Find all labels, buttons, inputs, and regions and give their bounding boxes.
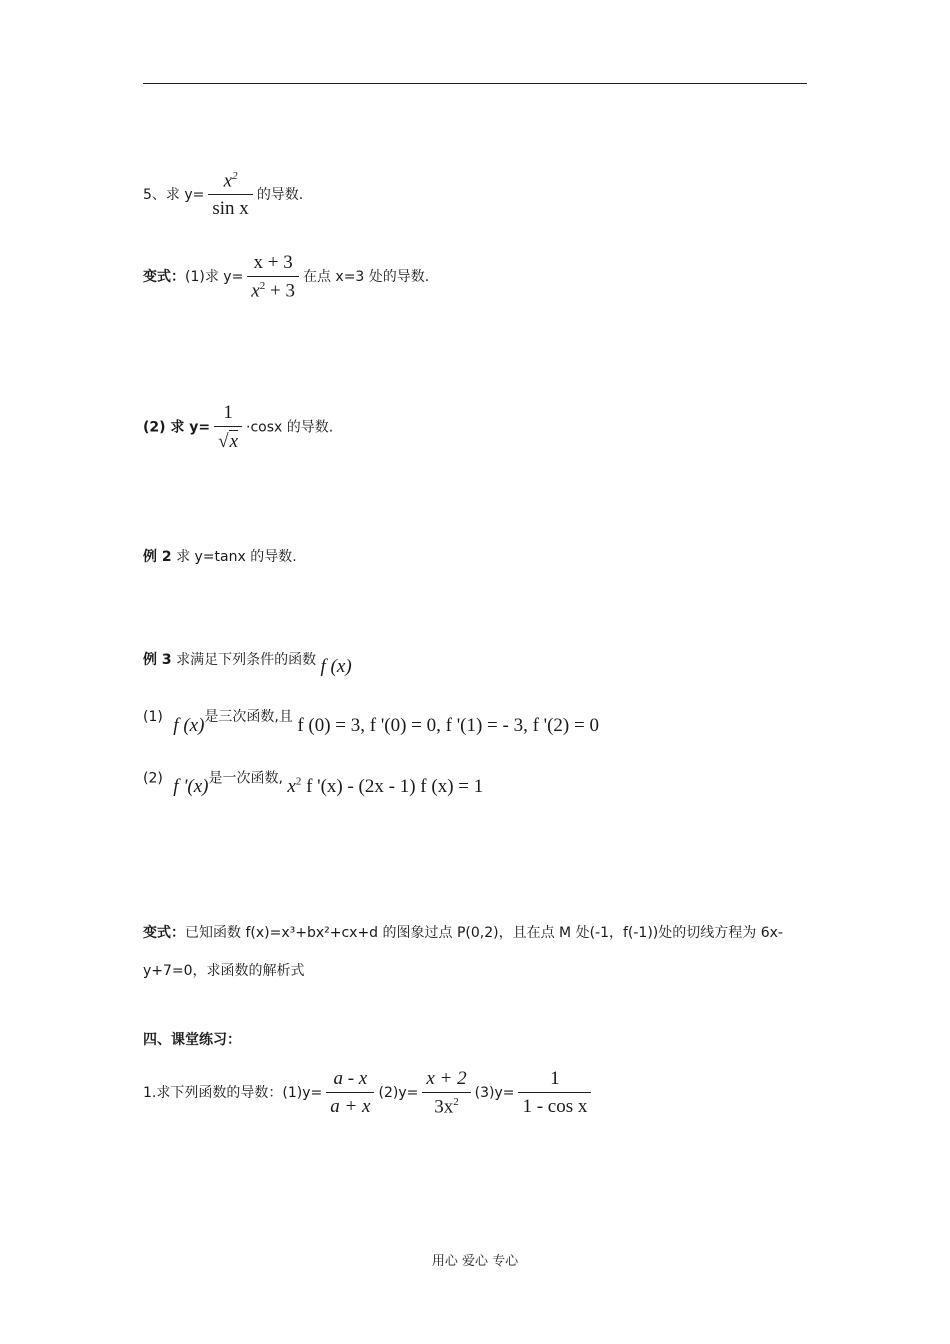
variant-1-item2 (143, 402, 333, 453)
condition-2-equation: $x^2$ f '(x) - (2x - 1) f (x) = 1 (287, 776, 484, 798)
variant-label: 变式： (143, 269, 185, 286)
variant-2-label: 变式： (143, 925, 185, 941)
q5-prefix: 5、求 y= (143, 187, 205, 204)
variant-2-line1: 已知函数 f(x)=x³+bx²+cx+d 的图象过点 P(0,2)，且在点 M 处(-1，f(-1))处的切线方程为 6x- (185, 925, 783, 941)
variant-1 (143, 252, 429, 302)
practice-label-3: (3)y= (474, 1085, 515, 1102)
example-3-text: 求满足下列条件的函数 (176, 652, 317, 668)
condition-2-number: (2) (143, 770, 163, 787)
practice-fraction-3: $\frac{1}{\text{1 - cos x}}$ (518, 1068, 591, 1118)
section-4-heading: 四、课堂练习： (143, 1032, 241, 1048)
variant-1-item2-suffix: ·cosx 的导数. (246, 419, 334, 436)
example-3 (143, 648, 352, 677)
variant-1-item2-fraction: $\frac{1}{√x}$ (214, 402, 242, 453)
practice-fraction-2: $\frac{x + 2}{3x^2}$ (422, 1068, 470, 1118)
example-3-condition-2 (143, 766, 484, 798)
condition-1-fx: f (x) (173, 715, 205, 736)
variant-1-item1-prefix: (1)求 y= (185, 269, 244, 286)
practice-prefix: 1.求下列函数的导数：(1)y= (143, 1085, 323, 1102)
variant-1-fraction: $\frac{x + 3}{x^2 + 3}$ (247, 252, 299, 302)
question-5 (143, 170, 303, 220)
variant-1-suffix: 在点 x=3 处的导数. (302, 269, 430, 286)
practice-fraction-1: $\frac{a - x}{a + x}$ (326, 1068, 374, 1118)
condition-1-text: 是三次函数,且 (204, 709, 293, 725)
variant-1-item2-prefix: (2) 求 y= (143, 419, 211, 436)
variant-2-cont (143, 960, 305, 980)
condition-1-number: (1) (143, 709, 163, 725)
example-3-fx: f (x) (320, 656, 352, 677)
header-rule (143, 83, 807, 84)
q5-fraction: $\frac{x^2}{\text{sin x}}$ (208, 170, 252, 220)
example-3-label: 例 3 (143, 652, 172, 668)
condition-2-fx: f '(x) (173, 776, 209, 798)
condition-1-equations: f (0) = 3, f '(0) = 0, f '(1) = - 3, f '(2) = 0 (297, 715, 599, 736)
q5-suffix: 的导数. (256, 187, 304, 204)
variant-2 (143, 922, 783, 942)
condition-2-text: 是一次函数, (208, 770, 283, 787)
page-footer: 用心 爱心 专心 (431, 1254, 519, 1269)
example-2-text: 求 y=tanx 的导数. (176, 549, 297, 565)
example-3-condition-1 (143, 705, 599, 736)
example-2 (143, 546, 297, 566)
practice-label-2: (2)y= (378, 1085, 419, 1102)
practice-1 (143, 1068, 595, 1118)
variant-2-line2: y+7=0，求函数的解析式 (143, 963, 305, 979)
example-2-label: 例 2 (143, 549, 172, 565)
